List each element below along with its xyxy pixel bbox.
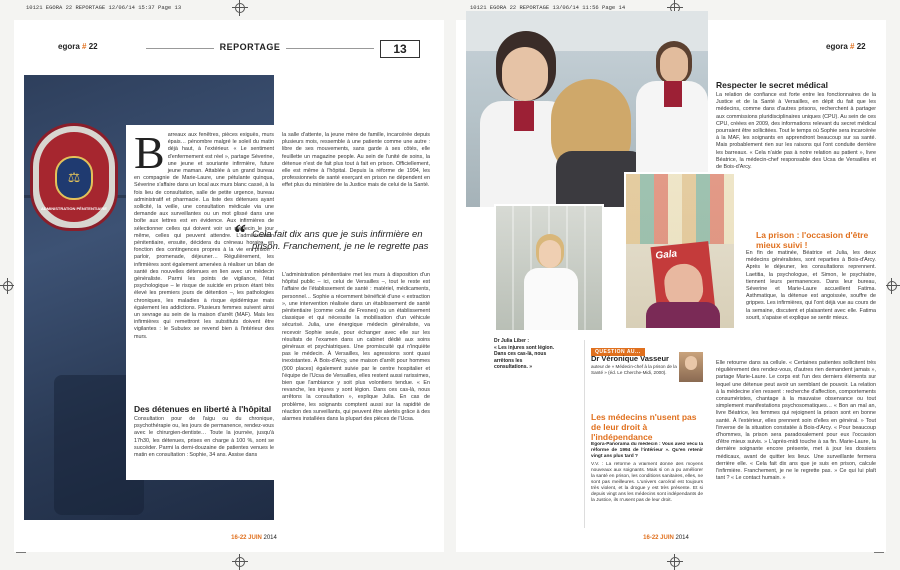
- section-text-respect: La relation de confiance est forte entre les fonctionnaires de la Justice et de la Santé à Versailles, en dépit du fait que les médecins, comme dans d'autres prisons, recherchent à partager aux commissions pluridisciplinaires uniques (CPU). Au sein de ces CPU, créées en 2009, des informations relevant du secret médical pourraient être sollicitées. Tout le temps où Sophie sera incarcérée à la MAF, les soignants en apprendront beaucoup sur sa santé. Mais probablement rien sur les raisons qui l'ont conduite derrière les barreaux. « Cela n'aide pas à notre relation au patient », livre Béatrice, la médecin-chef responsable des Ucsa de Versailles et de Bois-d'Arcy.: [716, 92, 876, 171]
- folio-separator: #: [82, 42, 87, 51]
- section-text-final: Elle retourne dans sa cellule. « Certaines patientes sollicitent très régulièrement des rendez-vous, d'autres rien demandent jamais », partage Marie-Laure. Le corps est l'un des derniers éléments sur lequel une détenue peut avoir un semblant de pouvoir. La relation à la médecine s'en ressent : recherche d'affection, comportements consuméristes, chantage à la mauvaise observance ou tout simplement manifestations psychosomatiques… « Bon an mal an, livre Béatrice, les femmes qui rejoignent la prison sont en bonne santé. À l'extérieur, elles prennent soin d'elles en général. » Tout l'inverse de la situation constatée à Bois-d'Arcy. « Pour beaucoup d'hommes, la prison sera paradoxalement pour eux l'occasion d'être mieux suivis. » L'après-midi touche à sa fin. Marie-Laure, la dernière soignante encore présente, met à jour les dossiers médicaux, avant de quitter les lieux. Une surveillante fermera derrière elle. « Cela fait dix ans que je suis en prison, calcule l'infirmière. Franchement, je ne le regrette pas. » Ce qui lui plaît tant ? « Le contact humain. »: [716, 360, 876, 482]
- question-tag: QUESTION AU...: [591, 348, 645, 356]
- registration-mark-icon: [667, 554, 683, 570]
- registration-mark-icon: [232, 0, 248, 16]
- doctor-photo: [494, 204, 604, 332]
- section-heading-prison: La prison : l'occasion d'être mieux suivi !: [756, 230, 869, 250]
- badge-text: ADMINISTRATION PÉNITENTIAIRE: [41, 206, 107, 211]
- folio-left: [58, 42, 98, 51]
- footer-date-text: 16-22 JUIN: [231, 535, 262, 541]
- registration-mark-icon: [884, 278, 900, 294]
- section-text-prison: En fin de matinée, Béatrice et Julia, les deux médecins généralistes, sont reparties à Bois-d'Arcy. Après le déjeuner, les consultations reprennent. Laetitia, la psychologue, et Simon, le psychiatre, tiennent leurs permanences. Dans leur bureau, Séverine et Marie-Laure accueillent Fatima. Asthmatique, la détenue est angoissée, souffre de grippes. Les infirmières, qui l'ont déjà vue au cours de la semaine, discutent et plaisantent avec elle. Fatima sourit, s'apaise et explique se sentir mieux.: [746, 250, 876, 321]
- crop-mark: [16, 552, 26, 553]
- print-slug-right: 10121 EGORA 22 REPORTAGE 13/06/14 11:56 Page 14: [470, 4, 626, 11]
- magazine-title: Gala: [654, 248, 678, 262]
- pull-quote-text: Cela fait dix ans que je suis infirmière en prison. Franchement, je ne le regrette pas: [252, 229, 429, 252]
- article-intro-text: arreaux aux fenêtres, pièces exiguës, murs épais… pénombre malgré le soleil du matin déjà haut, à l'extérieur. « Le sentiment d'enfermement est réel », partage Séverine, une jeune et souriante infirmière, future jeune maman. Attablée à un grand bureau en compagnie de Marie-Laure, une pétulante quinqua, Séverine s'affaire dans un local aux murs blanc cassé, à la fois lieu de consultation, salle de petite urgence, bureau administratif et pharmacie. La liste des détenues ayant sollicité, la veille, une consultation médicale via une demande aux surveillantes ou un mot glissé dans une boîte aux lettres est en évidence. Aux infirmières de sélectionner celles qui doivent voir un médecin le jour même, celles qui peuvent attendre. L'administration pénitentiaire, ensuite, décidera du créneau horaire, en fonction des contingences propres à la vie en prison : parloir, promenade, déjeuner… Régulièrement, les infirmières sont également amenées à réaliser un bilan de santé des nouvelles détenues en lien avec un médecin généraliste. Parmi les points de vigilance, l'état psychologique – le risque de suicide en prison étant très élevé les premiers jours de détention –, les pathologies chroniques, les maladies à risque épidémique mais également les addictions. Plusieurs femmes suivent ainsi un sevrage au sein de la maison d'arrêt (MAF). Mais les infirmières qui remettront les substituts doivent être vigilantes : le Subutex se revend bien à l'intérieur des murs.: [134, 132, 274, 340]
- folio-brand: egora: [826, 42, 848, 51]
- folio-number: 22: [856, 42, 866, 51]
- footer-date: [194, 535, 314, 541]
- folio-number: 22: [88, 42, 98, 51]
- caption-text: « Les injures sont légion. Dans ces cas-là, nous arrêtons les consultations. »: [494, 344, 555, 370]
- folio-right: [826, 42, 866, 51]
- interviewee-name: Dr Véronique Vasseur: [591, 354, 669, 363]
- question-box: [584, 340, 704, 528]
- print-slug-left: 10121 EGORA 22 REPORTAGE 12/06/14 15:37 Page 13: [26, 4, 182, 11]
- caption-name: Dr Julia Liber :: [494, 338, 530, 344]
- quote-mark-icon: “: [234, 221, 246, 247]
- section-heading: Des détenues en liberté à l'hôpital: [134, 404, 272, 414]
- footer-year: 2014: [263, 535, 277, 541]
- footer-year: 2014: [675, 535, 689, 541]
- right-page: [456, 20, 886, 552]
- section-text: Consultation pour de l'aigu ou du chronique, psychothérapie ou, les jours de permanence, rendez-vous avec le chirurgien-dentiste… Toute la journée, jusqu'à 17h30, les détenues, prises en charge à 100 %, sont se succéder. Parmi la demi-douzaine de patientes venues le matin en consultation : Sophie, 34 ans. Assise dans: [134, 416, 274, 459]
- interview-heading: Les médecins n'usent pas de leur droit à l'indépendance: [591, 412, 697, 442]
- crop-mark: [874, 552, 884, 553]
- footer-date: [606, 535, 726, 541]
- left-page: [14, 20, 444, 552]
- interviewee-role: auteur de « Médecin-chef à la prison de la Santé » (éd. Le Cherche-Midi, 2000).: [591, 364, 677, 375]
- photo-caption: [494, 338, 554, 371]
- rubric-title: REPORTAGE: [214, 42, 286, 52]
- pull-quote: [234, 221, 434, 269]
- article-column-2-top: la salle d'attente, la jeune mère de famille, incarcérée depuis plusieurs mois, ressemble à une patiente comme une autre : libre de ses mouvements, sans garde à ses côtés, elle feuillette un magazine people. Au sein de l'unité de soins, la détenue n'est de fait plus tout à fait en prison. Officiellement, elle est même à l'hôpital. Depuis la réforme de 1994, les professionnels de santé exerçant en prison ne dépendent en effet plus du ministère de la Justice mais de celui de la Santé.: [282, 132, 430, 189]
- interview-question: Egora-Panorama du médecin : Vous avez vécu la réforme de 1994 de l'intérieur ». Qu'en retenir vingt ans plus tard ?: [591, 442, 703, 459]
- registration-mark-icon: [232, 554, 248, 570]
- page-number: 13: [380, 40, 420, 58]
- dropcap: B: [134, 132, 165, 178]
- folio-separator: #: [850, 42, 855, 51]
- footer-date-text: 16-22 JUIN: [643, 535, 674, 541]
- interview-answer: V.V. : La réforme a vraiment donné des moyens nouveaux aux soignants. Mais si on a pu améliorer la santé en prison, les conditions sanitaires, elles, ne sont pas meilleures. L'univers carcéral est toujours très violent, et la drogue y est très présente. Et si depuis vingt ans les médecins sont indépendants de la Justice, ils n'usent pas de leur droit.: [591, 462, 703, 503]
- author-portrait: [679, 352, 703, 382]
- section-heading-respect: Respecter le secret médical: [716, 80, 828, 90]
- penitentiary-badge-icon: ⚖ ADMINISTRATION PÉNITENTIAIRE: [30, 123, 118, 231]
- article-column-2-bottom: L'administration pénitentiaire met les murs à disposition d'un hôpital public – ici, celui de Versailles –, tout le reste est l'affaire de l'établissement de santé : matériel, médicaments, personnel… Sophie a récemment bénéficié d'une « extraction », une intervention réalisée dans un établissement de santé pénitentiaire (comme celui de Fresnes) ou un établissement classique et qui nécessite la mobilisation d'un véhicule sécurisé. Julia, une énergique médecin généraliste, va recevoir Sophie seule, pour échanger avec elle sur les résultats de l'examen dans un cabinet dédié aux soins généraux et psychiatriques. Une promiscuité qui n'inquiète pas le médecin. À Versailles, les agressions sont quasi inexistantes. À Bois-d'Arcy, une maison d'arrêt pour hommes (900 places) également suivie par le centre hospitalier et l'équipe de l'Ucsa de Versailles, elles restent aussi rarissimes, bien que l'ambiance y soit plus volontiers tendue. « En revanche, les injures y sont légion. Dans ces cas-là, nous arrêtons la consultation », explique Julia. En cas de problème, les soignants comptent aussi sur la rapidité de réaction des surveillants, qui peuvent être alertés grâce à des alarmes installées dans la plupart des pièces de l'Ucsa.: [282, 272, 430, 423]
- folio-brand: egora: [58, 42, 80, 51]
- photo-credit: [484, 216, 490, 296]
